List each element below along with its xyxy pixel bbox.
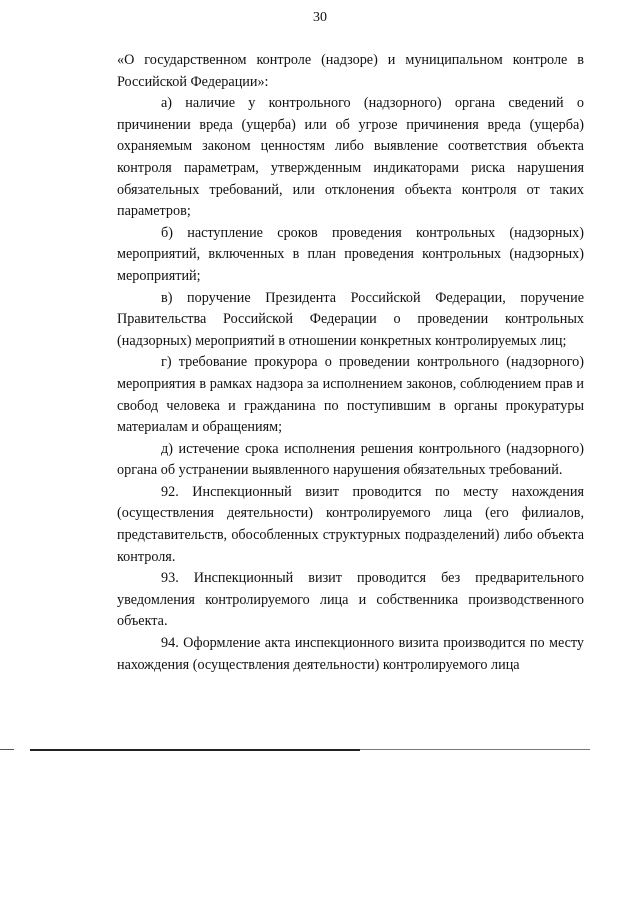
paragraph-law-title: «О государственном контроле (надзоре) и муниципальном контроле в Российской Федерации»: bbox=[117, 52, 584, 90]
page-divider bbox=[30, 749, 360, 751]
paragraph-item-a: а) наличие у контрольного (надзорного) органа сведений о причинении вреда (ущерба) или об угрозе причинения вреда (ущерба) охраняемым законом ценностям либо выявление соответствия объекта контроля параметрам, утвержденным индикаторами риска нарушения обязательных требований, или отклонения объекта контроля от таких параметров; bbox=[117, 95, 584, 220]
paragraph-item-b: б) наступление сроков проведения контрольных (надзорных) мероприятий, включенных в план проведения контрольных (надзорных) мероприятий; bbox=[117, 224, 584, 284]
paragraph-94: 94. Оформление акта инспекционного визита производится по месту нахождения (осуществления деятельности) контролируемого лица bbox=[117, 635, 584, 673]
paragraph-92: 92. Инспекционный визит проводится по месту нахождения (осуществления деятельности) контролируемого лица (его филиалов, представительств, обособленных структурных подразделений) либо объекта контроля. bbox=[117, 483, 584, 565]
document-body bbox=[117, 50, 584, 676]
page-divider-faint bbox=[360, 749, 590, 750]
paragraph-item-v: в) поручение Президента Российской Федерации, поручение Правительства Российской Федерации о проведении контрольных (надзорных) мероприятий в отношении конкретных контролируемых лиц; bbox=[117, 289, 584, 349]
paragraph-93: 93. Инспекционный визит проводится без предварительного уведомления контролируемого лица и собственника производственного объекта. bbox=[117, 570, 584, 630]
page-number: 30 bbox=[313, 10, 327, 25]
page-divider-left bbox=[0, 749, 14, 750]
paragraph-item-d: д) истечение срока исполнения решения контрольного (надзорного) органа об устранении выявленного нарушения обязательных требований. bbox=[117, 440, 584, 479]
paragraph-item-g: г) требование прокурора о проведении контрольного (надзорного) мероприятия в рамках надзора за исполнением законов, соблюдением прав и свобод человека и гражданина по поступившим в органы прокуратуры материалам и обращениям; bbox=[117, 354, 584, 436]
